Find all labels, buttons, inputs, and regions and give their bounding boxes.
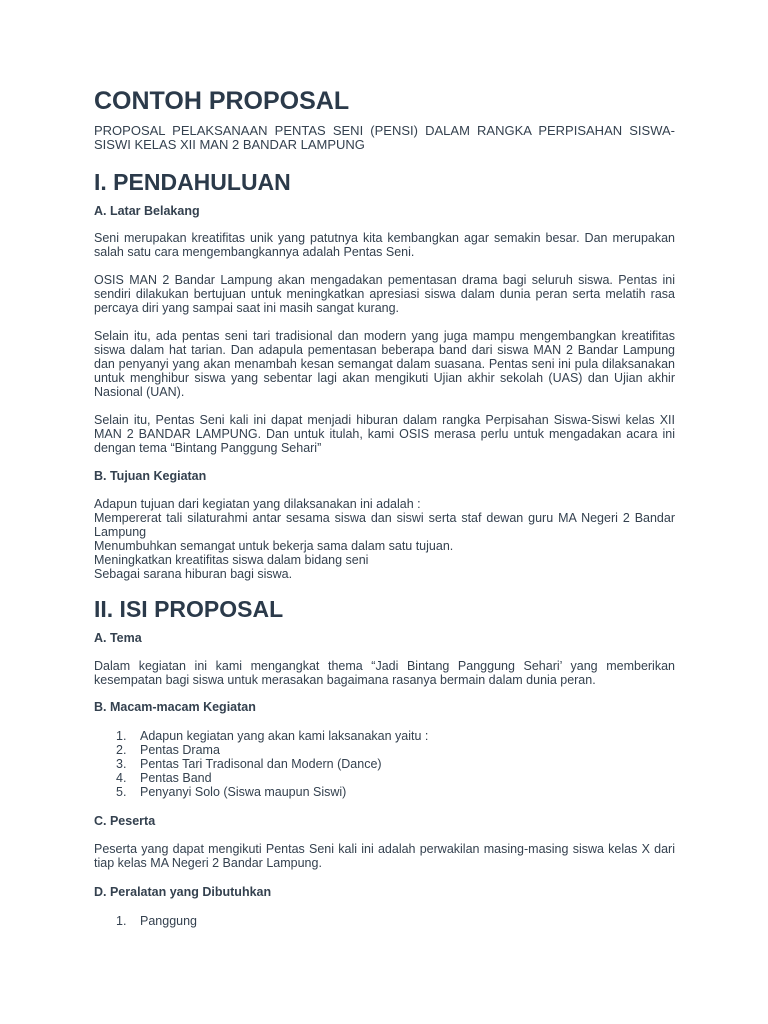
paragraph: Seni merupakan kreatifitas unik yang patutnya kita kembangkan agar semakin besar. Dan merupakan salah satu cara mengembangkannya adalah Pentas Seni. — [94, 231, 675, 259]
paragraph: OSIS MAN 2 Bandar Lampung akan mengadakan pementasan drama bagi seluruh siswa. Pentas ini sendiri dilakukan bertujuan untuk meningkatkan apresiasi siswa dalam dunia peran serta melatih rasa percaya diri yang sampai saat ini masih sangat kurang. — [94, 273, 675, 315]
text-line: Mempererat tali silaturahmi antar sesama siswa dan siswi serta staf dewan guru MA Negeri 2 Bandar Lampung — [94, 511, 675, 539]
section-heading-pendahuluan: I. PENDAHULUAN — [94, 169, 291, 195]
subheading-peralatan: D. Peralatan yang Dibutuhkan — [94, 885, 272, 899]
subheading-tema: A. Tema — [94, 631, 142, 645]
text-line: Meningkatkan kreatifitas siswa dalam bidang seni — [94, 553, 369, 567]
document-content — [94, 86, 675, 928]
paragraph: Dalam kegiatan ini kami mengangkat thema “Jadi Bintang Panggung Sehari’ yang memberikan kesempatan bagi siswa untuk merasakan bagaimana rasanya bermain dalam dunia peran. — [94, 659, 675, 687]
document-subtitle: PROPOSAL PELAKSANAAN PENTAS SENI (PENSI) DALAM RANGKA PERPISAHAN SISWA-SISWI KELAS XII MAN 2 BANDAR LAMPUNG — [94, 123, 675, 152]
tujuan-lines — [94, 497, 675, 581]
peralatan-list — [94, 914, 675, 928]
subheading-latar-belakang: A. Latar Belakang — [94, 204, 200, 218]
list-item: 1. Adapun kegiatan yang akan kami laksanakan yaitu : — [116, 729, 429, 743]
text-line: Menumbuhkan semangat untuk bekerja sama dalam satu tujuan. — [94, 539, 454, 553]
text-line: Sebagai sarana hiburan bagi siswa. — [94, 567, 293, 581]
text-line: Adapun tujuan dari kegiatan yang dilaksanakan ini adalah : — [94, 497, 421, 511]
paragraph: Peserta yang dapat mengikuti Pentas Seni kali ini adalah perwakilan masing-masing siswa kelas X dari tiap kelas MA Negeri 2 Bandar Lampung. — [94, 842, 675, 870]
subheading-peserta: C. Peserta — [94, 814, 156, 828]
list-item: 3. Pentas Tari Tradisonal dan Modern (Dance) — [116, 757, 382, 771]
list-item: 4. Pentas Band — [116, 771, 212, 785]
paragraph: Selain itu, ada pentas seni tari tradisional dan modern yang juga mampu mengembangkan kreatifitas siswa dalam hat tarian. Dan adapula pementasan beberapa band dari siswa MAN 2 Bandar Lampung dan penyanyi yang akan menambah kesan semangat dalam suasana. Pentas seni ini pula dilaksanakan untuk menghibur siswa yang sebentar lagi akan mengikuti Ujian akhir sekolah (UAS) dan Ujian akhir Nasional (UAN). — [94, 329, 675, 399]
list-item: 2. Pentas Drama — [116, 743, 220, 757]
list-item: 1. Panggung — [116, 914, 198, 928]
section-heading-isi-proposal: II. ISI PROPOSAL — [94, 596, 284, 622]
subheading-tujuan-kegiatan: B. Tujuan Kegiatan — [94, 469, 207, 483]
list-item: 5. Penyanyi Solo (Siswa maupun Siswi) — [116, 785, 347, 799]
paragraph: Selain itu, Pentas Seni kali ini dapat menjadi hiburan dalam rangka Perpisahan Siswa-Siswi kelas XII MAN 2 BANDAR LAMPUNG. Dan untuk itulah, kami OSIS merasa perlu untuk mengadakan acara ini dengan tema “Bintang Panggung Sehari” — [94, 413, 675, 455]
subheading-macam-kegiatan: B. Macam-macam Kegiatan — [94, 700, 256, 714]
document-title: CONTOH PROPOSAL — [94, 87, 350, 115]
kegiatan-list — [94, 729, 675, 799]
